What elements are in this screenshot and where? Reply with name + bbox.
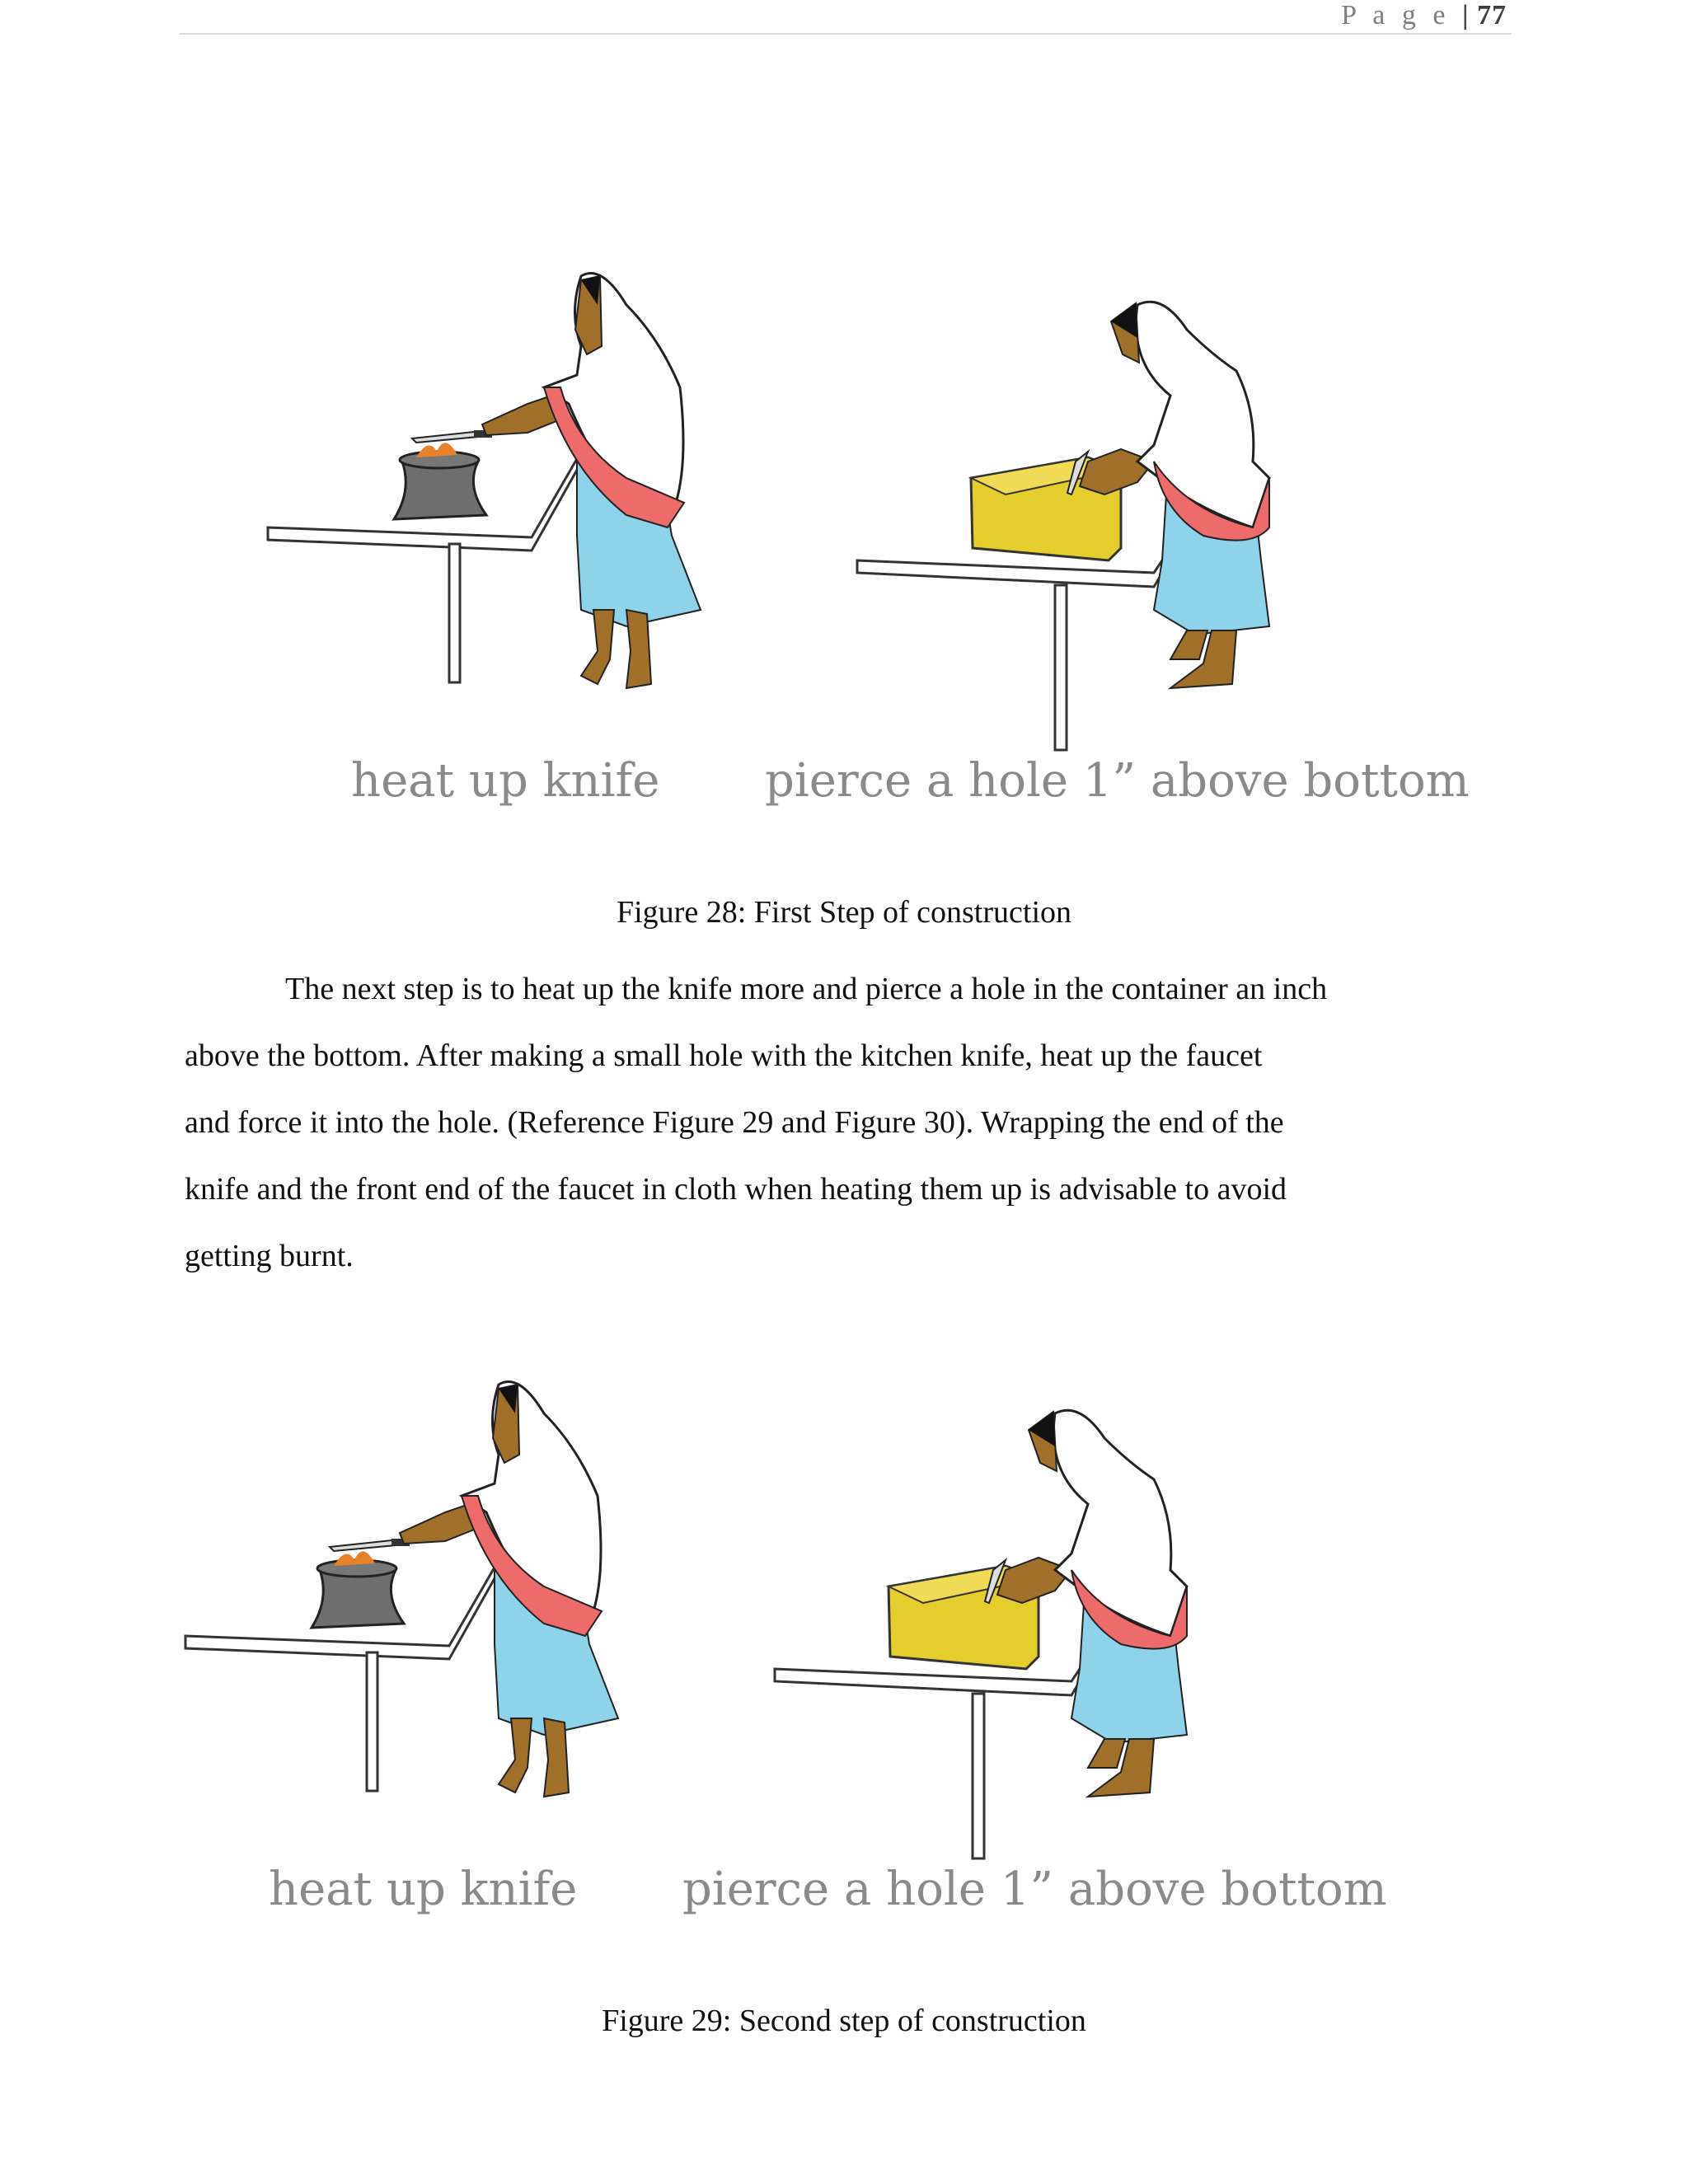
body-line: and force it into the hole. (Reference Figure 29 and Figure 30). Wrapping the end of the (185, 1105, 1284, 1140)
body-line: getting burnt. (185, 1239, 354, 1273)
body-line: above the bottom. After making a small hole with the kitchen knife, heat up the faucet (185, 1038, 1263, 1073)
left-step-label: heat up knife (351, 754, 660, 808)
legs (1088, 1739, 1154, 1797)
knife (330, 1540, 396, 1551)
body-line: knife and the front end of the faucet in cloth when heating them up is advisable to avoid (185, 1172, 1287, 1207)
right-step-label: pierce a hole 1” above bottom (765, 754, 1470, 808)
figure-caption: Figure 28: First Step of construction (616, 895, 1072, 930)
right-step-label: pierce a hole 1” above bottom (682, 1863, 1387, 1916)
table-top (775, 1657, 1092, 1695)
body-line: The next step is to heat up the knife more and pierce a hole in the container an inch (285, 972, 1328, 1006)
figure-caption: Figure 29: Second step of construction (602, 2004, 1086, 2038)
scarf (1053, 1410, 1187, 1636)
table-leg (973, 1694, 984, 1858)
left-step-label: heat up knife (269, 1863, 578, 1916)
pierce-hole-scene (775, 1410, 1187, 1858)
stove (312, 1570, 404, 1628)
page-number: P a g e | 77 (1341, 0, 1507, 30)
table-leg (367, 1652, 377, 1791)
heat-knife-scene (185, 1382, 618, 1797)
flame (334, 1551, 375, 1566)
